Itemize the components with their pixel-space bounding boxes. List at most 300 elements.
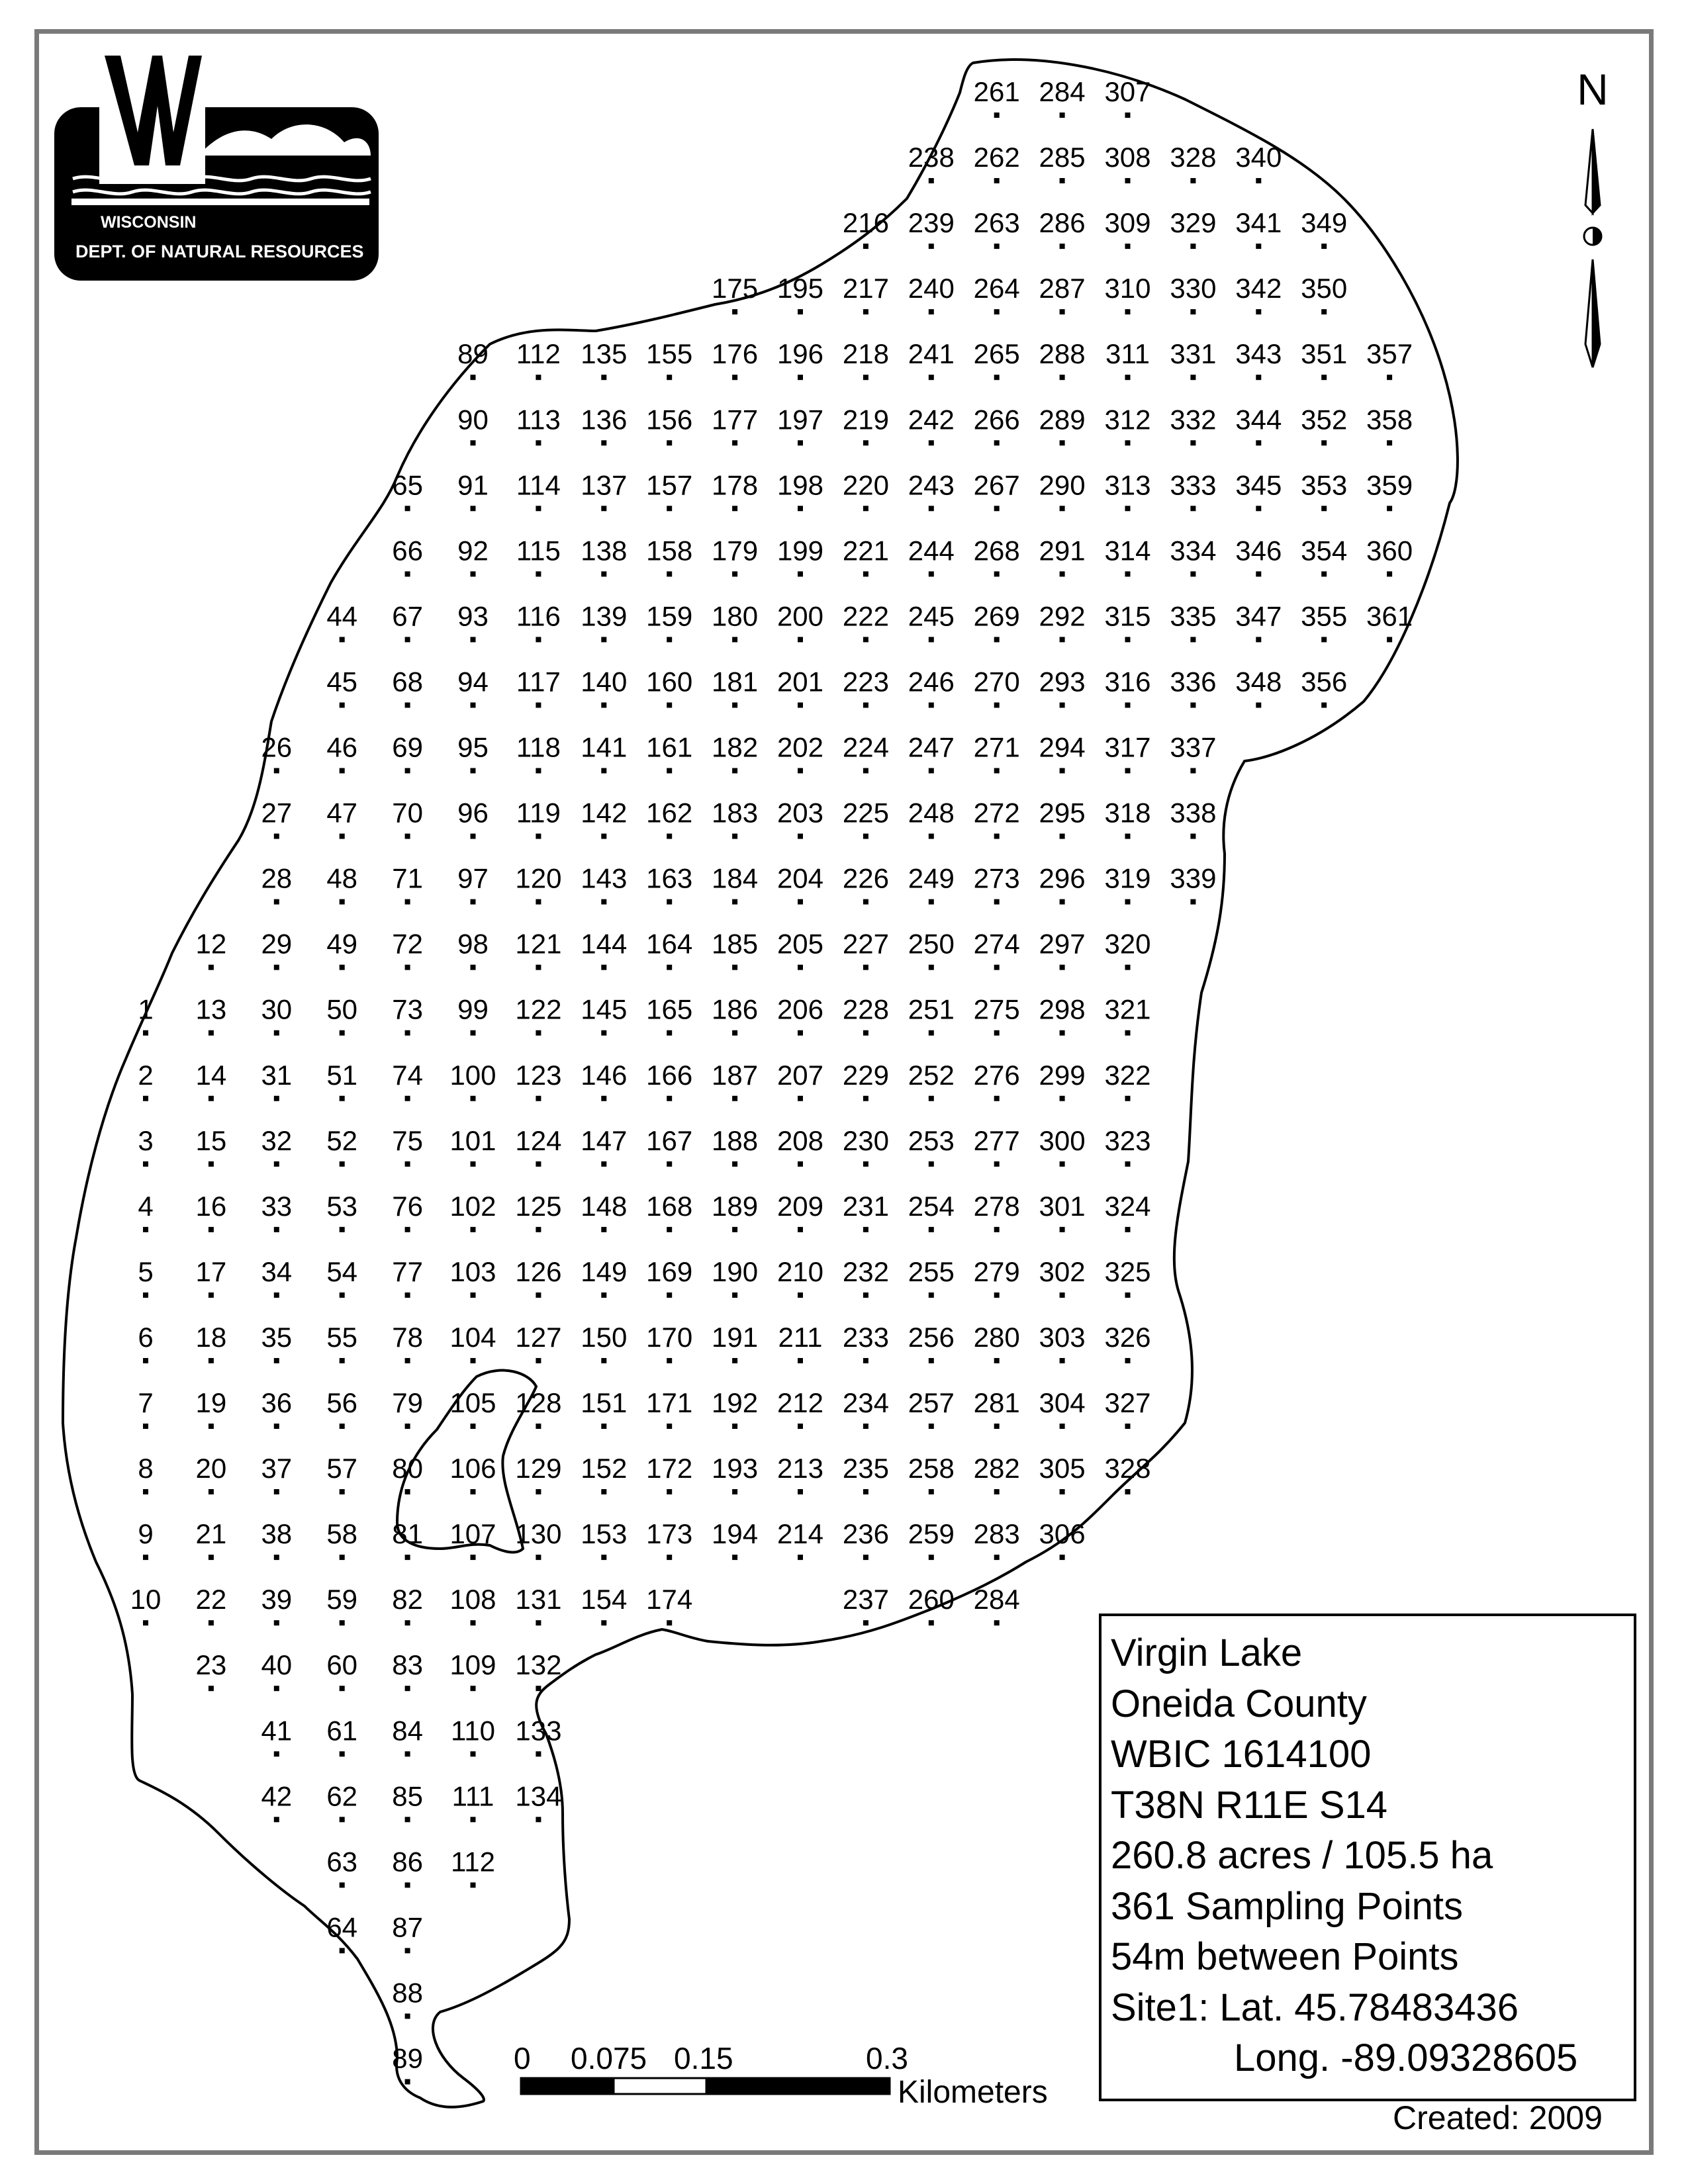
sampling-point-marker <box>471 1882 476 1888</box>
sampling-point-label: 139 <box>581 600 628 632</box>
sampling-point-label: 309 <box>1104 207 1151 239</box>
sampling-point-marker <box>274 1161 279 1167</box>
sampling-point-marker <box>929 1227 934 1232</box>
sampling-point-marker <box>405 702 410 707</box>
sampling-point-marker <box>405 1817 410 1822</box>
sampling-point-label: 125 <box>515 1190 562 1222</box>
sampling-point-marker <box>274 834 279 839</box>
sampling-point-label: 300 <box>1039 1124 1086 1156</box>
sampling-point-marker <box>209 1424 214 1429</box>
sampling-point-label: 181 <box>712 666 759 698</box>
sampling-point-marker <box>405 1555 410 1560</box>
sampling-point-label: 231 <box>842 1190 889 1222</box>
sampling-point-label: 286 <box>1039 207 1086 239</box>
sampling-point-label: 78 <box>392 1321 423 1353</box>
sampling-point-label: 89 <box>392 2042 423 2074</box>
sampling-point-label: 115 <box>516 535 561 567</box>
sampling-point-label: 82 <box>392 1584 423 1615</box>
sampling-point-marker <box>929 506 934 511</box>
sampling-point-marker <box>209 965 214 970</box>
sampling-point-label: 308 <box>1104 142 1151 173</box>
sampling-point-marker <box>536 965 541 970</box>
sampling-point-marker <box>340 637 345 642</box>
sampling-point-label: 220 <box>842 469 889 501</box>
sampling-point-marker <box>471 834 476 839</box>
sampling-point-marker <box>1125 244 1131 249</box>
sampling-point-marker <box>601 702 606 707</box>
sampling-point-marker <box>732 309 737 314</box>
sampling-point-marker <box>471 702 476 707</box>
sampling-point-label: 161 <box>646 731 693 763</box>
sampling-point-label: 122 <box>515 993 562 1025</box>
sampling-point-marker <box>667 1096 672 1101</box>
sampling-point-marker <box>274 1096 279 1101</box>
sampling-point-label: 18 <box>195 1321 227 1353</box>
sampling-point-marker <box>667 506 672 511</box>
sampling-point-label: 260 <box>908 1584 955 1615</box>
sampling-point-label: 119 <box>516 797 561 829</box>
sampling-point-label: 278 <box>973 1190 1020 1222</box>
sampling-point-marker <box>667 1358 672 1363</box>
sampling-point-label: 134 <box>515 1780 562 1812</box>
sampling-point-marker <box>1256 309 1261 314</box>
sampling-point-marker <box>1321 571 1327 576</box>
sampling-point-label: 315 <box>1104 600 1151 632</box>
sampling-point-marker <box>1321 702 1327 707</box>
sampling-point-label: 159 <box>646 600 693 632</box>
sampling-point-label: 297 <box>1039 928 1086 960</box>
sampling-point-marker <box>1190 244 1196 249</box>
sampling-point-marker <box>601 637 606 642</box>
sampling-point-label: 313 <box>1104 469 1151 501</box>
sampling-point-label: 233 <box>842 1321 889 1353</box>
sampling-point-label: 225 <box>842 797 889 829</box>
sampling-point-label: 203 <box>776 797 824 829</box>
sampling-point-label: 94 <box>457 666 489 698</box>
sampling-point-marker <box>1060 244 1065 249</box>
sampling-point-marker <box>274 1489 279 1494</box>
sampling-point-marker <box>929 571 934 576</box>
sampling-point-label: 41 <box>261 1715 293 1747</box>
sampling-point-label: 196 <box>776 338 824 370</box>
sampling-point-marker <box>601 899 606 905</box>
sampling-point-label: 211 <box>778 1321 823 1353</box>
sampling-point-label: 276 <box>973 1059 1020 1091</box>
sampling-point-label: 218 <box>842 338 889 370</box>
sampling-point-label: 114 <box>516 469 561 501</box>
sampling-point-marker <box>667 1424 672 1429</box>
sampling-point-label: 216 <box>842 207 889 239</box>
sampling-point-label: 5 <box>138 1255 154 1287</box>
sampling-point-marker <box>994 1161 1000 1167</box>
sampling-point-label: 277 <box>973 1124 1020 1156</box>
sampling-point-label: 112 <box>516 338 561 370</box>
sampling-point-label: 355 <box>1301 600 1348 632</box>
sampling-point-label: 75 <box>392 1124 423 1156</box>
sampling-point-marker <box>340 1424 345 1429</box>
sampling-point-label: 98 <box>457 928 489 960</box>
sampling-point-marker <box>1060 965 1065 970</box>
sampling-point-label: 166 <box>646 1059 693 1091</box>
sampling-point-marker <box>471 1751 476 1756</box>
sampling-point-label: 129 <box>515 1453 562 1484</box>
sampling-point-marker <box>405 834 410 839</box>
sampling-point-marker <box>536 506 541 511</box>
sampling-point-label: 209 <box>776 1190 824 1222</box>
sampling-point-marker <box>994 637 1000 642</box>
sampling-point-marker <box>471 375 476 380</box>
sampling-point-label: 59 <box>326 1584 358 1615</box>
sampling-point-label: 288 <box>1039 338 1086 370</box>
sampling-point-label: 127 <box>515 1321 562 1353</box>
sampling-point-marker <box>340 768 345 774</box>
sampling-point-marker <box>863 1161 868 1167</box>
sampling-point-label: 259 <box>908 1518 955 1550</box>
sampling-point-label: 343 <box>1235 338 1282 370</box>
sampling-point-marker <box>1060 1424 1065 1429</box>
sampling-point-label: 111 <box>451 1780 494 1812</box>
sampling-point-marker <box>732 834 737 839</box>
sampling-point-label: 13 <box>195 993 227 1025</box>
sampling-point-marker <box>471 1424 476 1429</box>
sampling-point-marker <box>929 1358 934 1363</box>
sampling-point-marker <box>667 702 672 707</box>
sampling-point-label: 90 <box>457 404 489 435</box>
sampling-point-marker <box>1060 702 1065 707</box>
sampling-point-marker <box>274 1751 279 1756</box>
sampling-point-marker <box>143 1227 148 1232</box>
sampling-point-label: 28 <box>261 862 293 894</box>
sampling-point-marker <box>1125 899 1131 905</box>
sampling-point-marker <box>1060 1293 1065 1298</box>
sampling-point-label: 142 <box>581 797 628 829</box>
sampling-point-marker <box>143 1358 148 1363</box>
sampling-point-label: 149 <box>581 1255 628 1287</box>
sampling-point-marker <box>994 1358 1000 1363</box>
sampling-point-label: 103 <box>449 1255 496 1287</box>
sampling-point-marker <box>863 899 868 905</box>
sampling-point-label: 191 <box>712 1321 759 1353</box>
sampling-point-label: 326 <box>1104 1321 1151 1353</box>
sampling-point-marker <box>1125 375 1131 380</box>
sampling-point-marker <box>798 1030 803 1036</box>
sampling-point-marker <box>274 1227 279 1232</box>
sampling-point-marker <box>340 1620 345 1625</box>
sampling-point-label: 140 <box>581 666 628 698</box>
sampling-point-label: 254 <box>908 1190 955 1222</box>
sampling-point-marker <box>209 1620 214 1625</box>
sampling-point-label: 32 <box>261 1124 293 1156</box>
sampling-point-marker <box>929 1096 934 1101</box>
sampling-point-label: 182 <box>712 731 759 763</box>
sampling-point-label: 141 <box>581 731 628 763</box>
sampling-point-marker <box>601 571 606 576</box>
sampling-point-marker <box>798 1555 803 1560</box>
sampling-point-label: 102 <box>449 1190 496 1222</box>
sampling-point-marker <box>994 965 1000 970</box>
sampling-point-marker <box>667 1227 672 1232</box>
sampling-point-label: 71 <box>392 862 423 894</box>
sampling-point-label: 332 <box>1170 404 1217 435</box>
sampling-point-marker <box>1387 440 1392 445</box>
sampling-point-label: 40 <box>261 1649 293 1681</box>
sampling-point-label: 243 <box>908 469 955 501</box>
sampling-point-label: 361 <box>1366 600 1413 632</box>
sampling-point-marker <box>798 1096 803 1101</box>
sampling-point-label: 179 <box>712 535 759 567</box>
sampling-point-label: 314 <box>1104 535 1151 567</box>
sampling-point-label: 279 <box>973 1255 1020 1287</box>
sampling-point-marker <box>732 440 737 445</box>
lake-info-box <box>1099 1614 1636 2101</box>
sampling-point-marker <box>1125 1030 1131 1036</box>
sampling-point-marker <box>929 1030 934 1036</box>
sampling-point-label: 147 <box>581 1124 628 1156</box>
sampling-point-label: 36 <box>261 1387 293 1418</box>
sampling-point-marker <box>143 1161 148 1167</box>
sampling-point-label: 109 <box>449 1649 496 1681</box>
sampling-point-label: 26 <box>261 731 293 763</box>
sampling-point-label: 19 <box>195 1387 227 1418</box>
sampling-point-marker <box>471 1227 476 1232</box>
sampling-point-label: 99 <box>457 993 489 1025</box>
sampling-point-label: 256 <box>908 1321 955 1353</box>
sampling-point-marker <box>1060 309 1065 314</box>
sampling-point-label: 261 <box>973 76 1020 107</box>
sampling-point-label: 121 <box>515 928 562 960</box>
sampling-point-label: 120 <box>515 862 562 894</box>
sampling-point-marker <box>209 1555 214 1560</box>
sampling-point-label: 74 <box>392 1059 423 1091</box>
sampling-point-label: 150 <box>581 1321 628 1353</box>
sampling-point-label: 255 <box>908 1255 955 1287</box>
sampling-point-marker <box>340 965 345 970</box>
sampling-point-marker <box>405 2013 410 2019</box>
sampling-point-marker <box>1060 637 1065 642</box>
sampling-point-label: 324 <box>1104 1190 1151 1222</box>
sampling-point-marker <box>1125 113 1131 118</box>
sampling-point-marker <box>471 768 476 774</box>
sampling-point-marker <box>274 1620 279 1625</box>
sampling-point-marker <box>274 965 279 970</box>
sampling-point-label: 185 <box>712 928 759 960</box>
sampling-point-label: 291 <box>1039 535 1086 567</box>
sampling-point-label: 336 <box>1170 666 1217 698</box>
sampling-point-marker <box>536 1686 541 1691</box>
sampling-point-marker <box>994 1620 1000 1625</box>
sampling-point-label: 204 <box>776 862 824 894</box>
sampling-point-marker <box>1321 244 1327 249</box>
sampling-point-marker <box>1125 1358 1131 1363</box>
sampling-point-marker <box>1060 1030 1065 1036</box>
sampling-point-marker <box>471 1555 476 1560</box>
sampling-point-label: 273 <box>973 862 1020 894</box>
sampling-point-label: 173 <box>646 1518 693 1550</box>
sampling-point-label: 335 <box>1170 600 1217 632</box>
sampling-point-marker <box>1060 768 1065 774</box>
sampling-point-label: 21 <box>195 1518 227 1550</box>
sampling-point-label: 15 <box>195 1124 227 1156</box>
sampling-point-label: 8 <box>138 1453 154 1484</box>
sampling-point-label: 58 <box>326 1518 358 1550</box>
sampling-point-label: 16 <box>195 1190 227 1222</box>
sampling-point-marker <box>863 1096 868 1101</box>
sampling-point-label: 352 <box>1301 404 1348 435</box>
sampling-point-label: 327 <box>1104 1387 1151 1418</box>
sampling-point-marker <box>1190 899 1196 905</box>
sampling-point-label: 346 <box>1235 535 1282 567</box>
sampling-point-label: 197 <box>776 404 824 435</box>
sampling-point-label: 333 <box>1170 469 1217 501</box>
sampling-point-marker <box>209 1227 214 1232</box>
sampling-point-label: 54 <box>326 1255 358 1287</box>
sampling-point-label: 253 <box>908 1124 955 1156</box>
sampling-point-marker <box>1060 834 1065 839</box>
sampling-point-label: 53 <box>326 1190 358 1222</box>
sampling-point-label: 97 <box>457 862 489 894</box>
sampling-point-marker <box>405 506 410 511</box>
sampling-point-label: 302 <box>1039 1255 1086 1287</box>
sampling-point-label: 226 <box>842 862 889 894</box>
sampling-point-label: 9 <box>138 1518 154 1550</box>
sampling-point-label: 56 <box>326 1387 358 1418</box>
sampling-point-marker <box>601 1293 606 1298</box>
sampling-point-marker <box>471 1489 476 1494</box>
sampling-point-marker <box>601 1227 606 1232</box>
sampling-point-marker <box>340 1751 345 1756</box>
sampling-point-label: 239 <box>908 207 955 239</box>
sampling-point-marker <box>667 1161 672 1167</box>
sampling-point-marker <box>340 1030 345 1036</box>
sampling-point-marker <box>1125 702 1131 707</box>
sampling-point-marker <box>732 768 737 774</box>
sampling-point-marker <box>994 309 1000 314</box>
sampling-point-marker <box>405 1882 410 1888</box>
sampling-point-label: 236 <box>842 1518 889 1550</box>
sampling-point-label: 338 <box>1170 797 1217 829</box>
sampling-point-label: 72 <box>392 928 423 960</box>
sampling-point-label: 158 <box>646 535 693 567</box>
sampling-point-label: 347 <box>1235 600 1282 632</box>
sampling-point-marker <box>1321 440 1327 445</box>
sampling-point-label: 89 <box>457 338 489 370</box>
sampling-point-label: 178 <box>712 469 759 501</box>
sampling-point-label: 44 <box>326 600 358 632</box>
sampling-point-label: 195 <box>776 273 824 304</box>
sampling-point-marker <box>1125 178 1131 183</box>
sampling-point-marker <box>863 1293 868 1298</box>
north-arrow-icon <box>1584 129 1601 367</box>
sampling-point-label: 157 <box>646 469 693 501</box>
sampling-point-label: 184 <box>712 862 759 894</box>
sampling-point-label: 45 <box>326 666 358 698</box>
sampling-point-marker <box>601 1358 606 1363</box>
sampling-point-marker <box>1256 637 1261 642</box>
sampling-point-marker <box>601 1096 606 1101</box>
sampling-point-marker <box>1125 1424 1131 1429</box>
sampling-point-label: 52 <box>326 1124 358 1156</box>
sampling-point-marker <box>667 1030 672 1036</box>
sampling-point-label: 91 <box>457 469 489 501</box>
sampling-point-marker <box>798 506 803 511</box>
sampling-point-marker <box>994 506 1000 511</box>
sampling-point-marker <box>471 1358 476 1363</box>
sampling-point-marker <box>1387 506 1392 511</box>
sampling-point-label: 38 <box>261 1518 293 1550</box>
sampling-point-marker <box>863 768 868 774</box>
sampling-point-label: 93 <box>457 600 489 632</box>
sampling-point-label: 165 <box>646 993 693 1025</box>
sampling-point-label: 316 <box>1104 666 1151 698</box>
sampling-point-marker <box>209 1096 214 1101</box>
sampling-point-marker <box>994 1030 1000 1036</box>
sampling-point-label: 200 <box>776 600 824 632</box>
sampling-point-marker <box>732 375 737 380</box>
sampling-point-label: 55 <box>326 1321 358 1353</box>
sampling-point-label: 84 <box>392 1715 423 1747</box>
sampling-point-label: 153 <box>581 1518 628 1550</box>
sampling-point-marker <box>732 899 737 905</box>
sampling-point-label: 57 <box>326 1453 358 1484</box>
sampling-point-label: 229 <box>842 1059 889 1091</box>
sampling-point-marker <box>798 768 803 774</box>
sampling-point-label: 351 <box>1301 338 1348 370</box>
sampling-point-label: 360 <box>1366 535 1413 567</box>
sampling-point-label: 65 <box>392 469 423 501</box>
sampling-point-marker <box>929 834 934 839</box>
sampling-point-marker <box>1321 375 1327 380</box>
sampling-point-marker <box>732 506 737 511</box>
sampling-point-marker <box>209 1686 214 1691</box>
sampling-point-label: 48 <box>326 862 358 894</box>
sampling-point-marker <box>471 571 476 576</box>
sampling-point-marker <box>1190 178 1196 183</box>
sampling-point-marker <box>994 440 1000 445</box>
sampling-point-label: 132 <box>515 1649 562 1681</box>
sampling-point-label: 86 <box>392 1846 423 1878</box>
sampling-point-marker <box>340 1227 345 1232</box>
sampling-point-marker <box>1387 571 1392 576</box>
sampling-point-marker <box>732 1096 737 1101</box>
sampling-point-label: 106 <box>449 1453 496 1484</box>
sampling-point-label: 224 <box>842 731 889 763</box>
sampling-point-marker <box>405 1161 410 1167</box>
sampling-point-marker <box>732 702 737 707</box>
sampling-point-marker <box>209 1293 214 1298</box>
sampling-point-marker <box>863 571 868 576</box>
sampling-point-label: 206 <box>776 993 824 1025</box>
sampling-point-marker <box>340 1293 345 1298</box>
sampling-point-marker <box>732 1030 737 1036</box>
sampling-point-marker <box>994 244 1000 249</box>
sampling-point-label: 145 <box>581 993 628 1025</box>
sampling-point-label: 232 <box>842 1255 889 1287</box>
sampling-point-label: 63 <box>326 1846 358 1878</box>
sampling-point-marker <box>1256 375 1261 380</box>
sampling-point-label: 237 <box>842 1584 889 1615</box>
sampling-point-label: 252 <box>908 1059 955 1091</box>
sampling-point-marker <box>405 1489 410 1494</box>
sampling-point-label: 128 <box>515 1387 562 1418</box>
sampling-point-marker <box>471 1817 476 1822</box>
sampling-point-label: 303 <box>1039 1321 1086 1353</box>
sampling-point-label: 110 <box>451 1715 495 1747</box>
sampling-point-label: 6 <box>138 1321 154 1353</box>
sampling-point-label: 301 <box>1039 1190 1086 1222</box>
sampling-point-marker <box>863 1424 868 1429</box>
sampling-point-marker <box>536 1358 541 1363</box>
sampling-point-label: 307 <box>1104 76 1151 107</box>
